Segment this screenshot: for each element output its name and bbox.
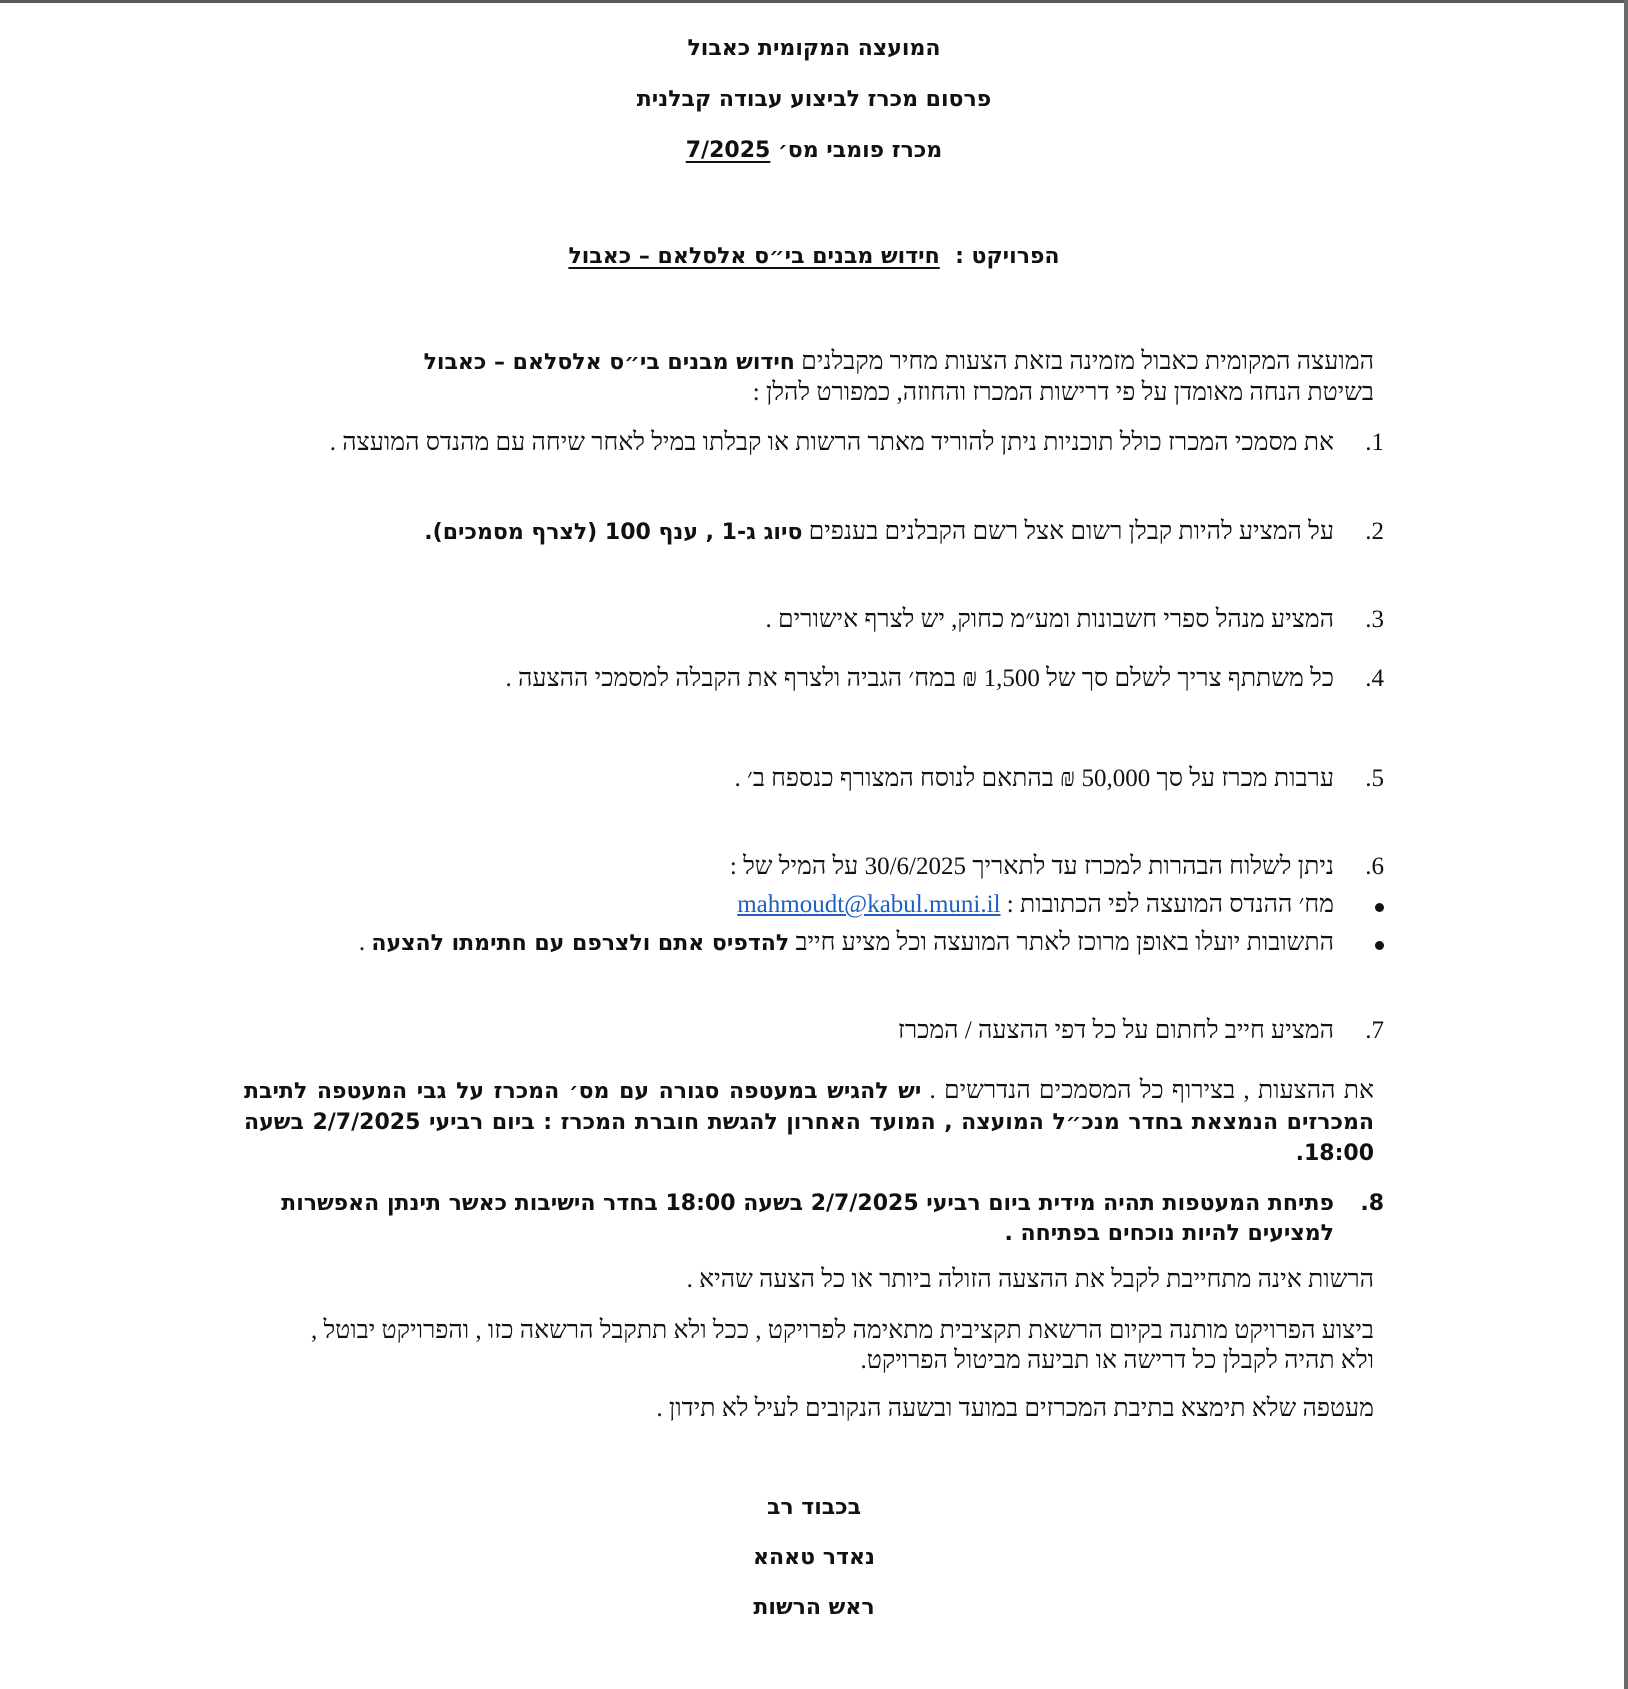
list-item-number: 8. [1360, 1191, 1384, 1216]
note-budget-condition: ביצוע הפרויקט מותנה בקיום הרשאת תקציבית מתאימה לפרויקט , ככל ולא תתקבל הרשאה כזו , והפרויקט יבוטל , ולא תהיה לקבלן כל דרישה או תביעה מביטול הפרויקט. [310, 1317, 1374, 1374]
list-item [224, 517, 1384, 548]
list-item [224, 664, 1384, 694]
answers-text: התשובות יועלו באופן מרוכז לאתר המועצה וכל מציע חייב [789, 929, 1334, 956]
list-item-number: 5. [1365, 765, 1384, 792]
submission-paragraph [244, 1076, 1374, 1169]
answers-end: . [358, 929, 372, 956]
list-item-number: 6. [1365, 853, 1384, 880]
list-item-text: את מסמכי המכרז כולל תוכניות ניתן להוריד מאתר הרשות או קבלתו במיל לאחר שיחה עם מהנדס המועצה . [329, 429, 1334, 456]
intro-project-name: חידוש מבנים בי״ס אלסלאם – כאבול [423, 350, 795, 375]
signature-name: נאדר טאהא [753, 1545, 875, 1570]
bullet-engineer-email [224, 890, 1334, 920]
intro-paragraph [244, 347, 1374, 408]
list-item-text: כל משתתף צריך לשלם סך של 1,500 ₪ במח׳ הגביה ולצרף את הקבלה למסמכי ההצעה . [505, 665, 1334, 692]
list-item-number: 7. [1365, 1017, 1384, 1044]
list-item-text-plain: על המציע להיות קבלן רשום אצל רשם הקבלנים בענפים [802, 518, 1334, 545]
tender-prefix: מכרז פומבי מס׳ [778, 138, 943, 163]
project-name: חידוש מבנים בי״ס אלסלאם – כאבול [568, 244, 940, 269]
note-late-envelope: מעטפה שלא תימצא בתיבת המכרזים במועד ובשעה הנקובים לעיל לא תידון . [656, 1395, 1374, 1422]
bullet-dot-icon [1375, 903, 1384, 912]
list-item-text: פתיחת המעטפות תהיה מידית ביום רביעי 2/7/2025 בשעה 18:00 בחדר הישיבות כאשר תינתן האפשרות למציעים להיות נוכחים בפתיחה . [281, 1191, 1334, 1246]
engineer-email-link[interactable]: mahmoudt@kabul.muni.il [737, 891, 1001, 918]
list-item [224, 605, 1384, 635]
engineer-label: מח׳ ההנדס המועצה לפי הכתובות : [1000, 891, 1334, 918]
list-item-number: 3. [1365, 606, 1384, 633]
list-item-number: 1. [1365, 429, 1384, 456]
note-no-obligation: הרשות אינה מתחייבת לקבל את ההצעה הזולה ביותר או כל הצעה שהיא . [686, 1266, 1374, 1293]
submission-bold-text: יש להגיש במעטפה סגורה עם מס׳ המכרז על גבי המעטפה לתיבת המכרזים הנמצאת בחדר מנכ״ל המועצה , המועד האחרון להגשת חוברת המכרז : ביום רביעי 2/7/2025 בשעה 18:00. [244, 1079, 1374, 1166]
project-label: הפרויקט : [955, 244, 1060, 269]
council-title: המועצה המקומית כאבול [687, 36, 941, 61]
list-item-text: ניתן לשלוח הבהרות למכרז עד לתאריך 30/6/2025 על המיל של : [729, 853, 1334, 880]
list-item-text: המציע חייב לחתום על כל דפי ההצעה / המכרז [897, 1017, 1334, 1044]
intro-line-1-text: המועצה המקומית כאבול מזמינה בזאת הצעות מחיר מקבלנים [794, 348, 1374, 375]
list-item-opening [224, 1189, 1384, 1249]
signature-title: ראש הרשות [753, 1595, 875, 1620]
tender-title [0, 138, 1628, 163]
list-item-text [224, 517, 1334, 548]
list-item-text: ערבות מכרז על סך 50,000 ₪ בהתאם לנוסח המצורף כנספח ב׳ . [734, 765, 1334, 792]
intro-line-2: בשיטת הנחה מאומדן על פי דרישות המכרז והחוזה, כמפורט להלן : [752, 379, 1374, 406]
list-item [224, 852, 1384, 882]
publication-title: פרסום מכרז לביצוע עבודה קבלנית [636, 87, 992, 112]
list-item [224, 428, 1384, 458]
list-item-number: 2. [1365, 518, 1384, 545]
tender-number: 7/2025 [685, 138, 771, 163]
intro-line-1 [244, 347, 1374, 378]
project-heading [0, 244, 1628, 269]
answers-bold-text: להדפיס אתם ולצרפם עם חתימתו להצעה [371, 931, 790, 956]
submission-text: את ההצעות , בצירוף כל המסמכים הנדרשים . [921, 1077, 1374, 1104]
list-item-text-bold: סיוג ג-1 , ענף 100 (לצרף מסמכים). [424, 520, 803, 545]
list-item [224, 1016, 1384, 1046]
list-item [224, 764, 1384, 794]
signature-greeting: בכבוד רב [766, 1495, 862, 1520]
bullet-dot-icon [1375, 941, 1384, 950]
bullet-answers [224, 928, 1334, 959]
list-item-text: המציע מנהל ספרי חשבונות ומע״מ כחוק, יש לצרף אישורים . [765, 606, 1334, 633]
list-item-number: 4. [1365, 665, 1384, 692]
